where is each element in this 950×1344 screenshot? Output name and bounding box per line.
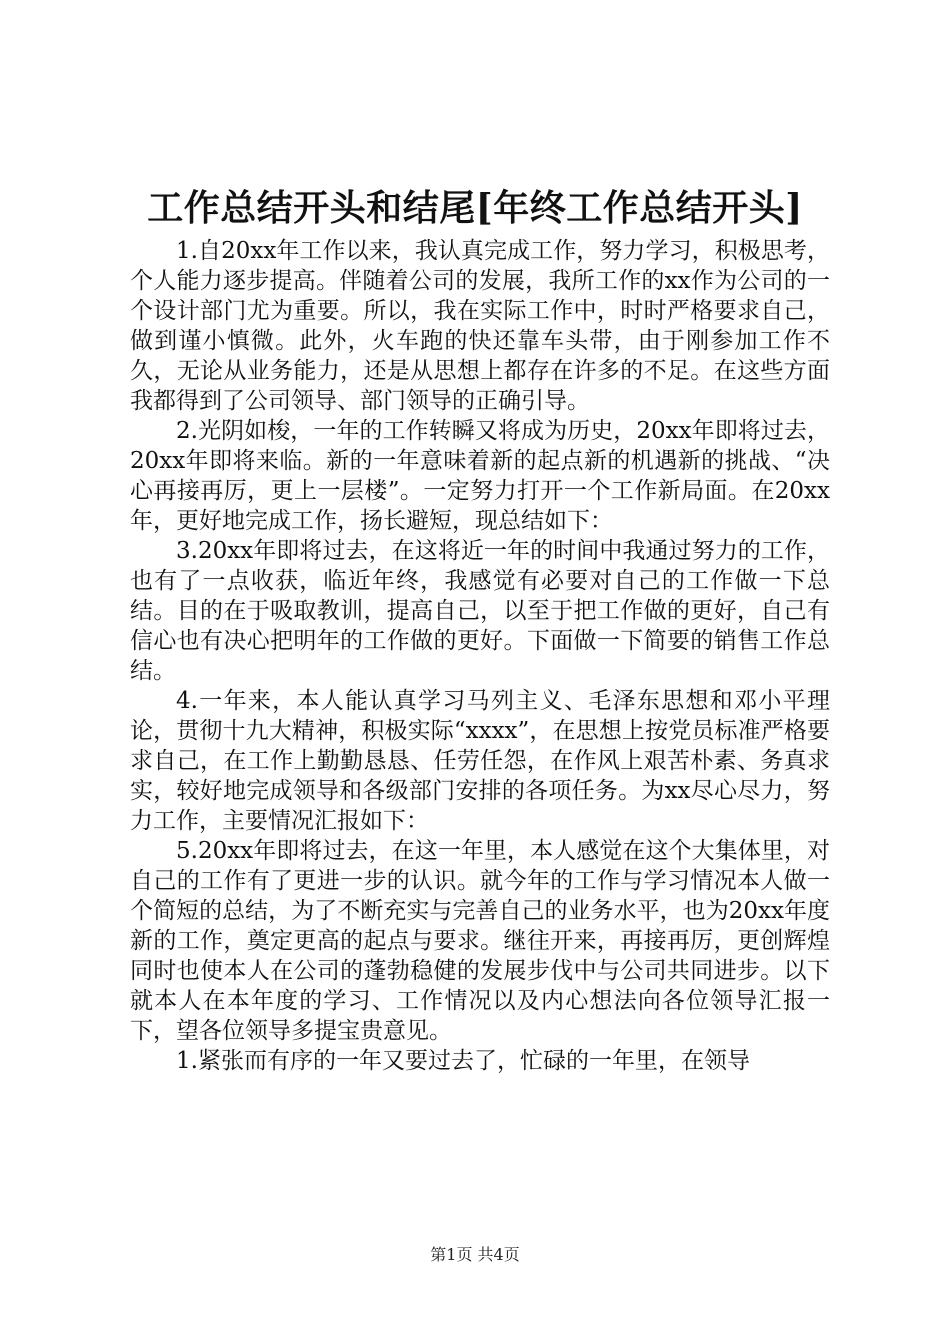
paragraph-4: 4.一年来，本人能认真学习马列主义、毛泽东思想和邓小平理论，贯彻十九大精神，积极实际“xxxx”，在思想上按党员标准严格要求自己，在工作上勤勤恳恳、任劳任怨，在作风上艰苦朴素、务真求实，较好地完成领导和各级部门安排的各项任务。为xx尽心尽力，努力工作，主要情况汇报如下： <box>130 688 830 834</box>
document-body <box>130 236 830 1076</box>
document-title: 工作总结开头和结尾[年终工作总结开头] <box>147 187 803 229</box>
page-footer: 第1页 共4页 <box>430 1245 520 1264</box>
paragraph-1: 1.自20xx年工作以来，我认真完成工作，努力学习，积极思考，个人能力逐步提高。伴随着公司的发展，我所工作的xx作为公司的一个设计部门尤为重要。所以，我在实际工作中，时时严格要求自己，做到谨小慎微。此外，火车跑的快还靠车头带，由于刚参加工作不久，无论从业务能力，还是从思想上都存在许多的不足。在这些方面我都得到了公司领导、部门领导的正确引导。 <box>130 238 830 414</box>
paragraph-2: 2.光阴如梭，一年的工作转瞬又将成为历史，20xx年即将过去，20xx年即将来临。新的一年意味着新的起点新的机遇新的挑战、“决心再接再厉，更上一层楼”。一定努力打开一个工作新局面。在20xx年，更好地完成工作，扬长避短，现总结如下： <box>130 418 830 534</box>
paragraph-6: 1.紧张而有序的一年又要过去了，忙碌的一年里，在领导 <box>176 1048 750 1074</box>
paragraph-3: 3.20xx年即将过去，在这将近一年的时间中我通过努力的工作，也有了一点收获，临近年终，我感觉有必要对自己的工作做一下总结。目的在于吸取教训，提高自己，以至于把工作做的更好，自己有信心也有决心把明年的工作做的更好。下面做一下简要的销售工作总结。 <box>130 538 830 684</box>
paragraph-5: 5.20xx年即将过去，在这一年里，本人感觉在这个大集体里，对自己的工作有了更进一步的认识。就今年的工作与学习情况本人做一个简短的总结，为了不断充实与完善自己的业务水平，也为20xx年度新的工作，奠定更高的起点与要求。继往开来，再接再厉，更创辉煌同时也使本人在公司的蓬勃稳健的发展步伐中与公司共同进步。以下就本人在本年度的学习、工作情况以及内心想法向各位领导汇报一下，望各位领导多提宝贵意见。 <box>130 838 830 1044</box>
